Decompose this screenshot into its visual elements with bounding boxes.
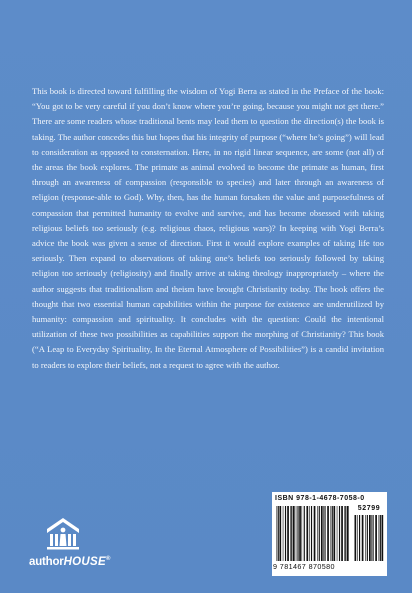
isbn-label: ISBN 978-1-4678-7058-0: [275, 495, 365, 502]
barcode-bar: [379, 515, 380, 561]
barcode-bar: [314, 506, 316, 561]
barcode-bar: [357, 515, 358, 561]
publisher-name-part2: HOUSE: [63, 556, 106, 568]
isbn-barcode: [272, 492, 387, 576]
registered-mark: ®: [105, 556, 111, 563]
barcode-bar: [290, 506, 291, 561]
barcode-bar: [367, 515, 368, 561]
barcode-bar: [344, 506, 345, 561]
publisher-name: [29, 556, 109, 568]
barcode-bar: [365, 515, 366, 561]
publisher-logo: [29, 514, 111, 574]
barcode-bar: [306, 506, 308, 561]
barcode-bar: [332, 506, 333, 561]
barcode-bar: [278, 506, 279, 561]
barcode-bar: [345, 506, 346, 561]
barcode-bar: [369, 515, 371, 561]
barcode-bar: [283, 506, 284, 561]
barcode-bar: [279, 506, 281, 561]
barcode-bar: [371, 515, 372, 561]
barcode-bar: [341, 506, 343, 561]
barcode-bar: [337, 506, 338, 561]
barcode-bar: [287, 506, 289, 561]
barcode-bar: [299, 506, 301, 561]
barcode-bar: [347, 506, 349, 561]
barcode-bar: [321, 506, 323, 561]
publisher-name-part1: author: [29, 556, 64, 568]
barcode-bar: [327, 506, 329, 561]
barcode-bar: [324, 506, 325, 561]
barcode-bar: [355, 515, 357, 561]
back-cover-blurb: This book is directed toward fulfilling the wisdom of Yogi Berra as stated in the Preface of the book: “You got to be very careful if you don’t know where you’re going, because you might not get there.” There are some readers whose traditional bents may lead them to question the direction(s) the book is taking. The author concedes this but hopes that his integrity of purpose (“where he’s going”) will lead to consideration as opposed to consternation. Here, in no rigid linear sequence, are some (not all) of the areas the book explores. The primate as animal evolved to become the primate as human, first through an awareness of compassion (responsible to species) and later through an awareness of religion (response-able to God). Why, then, has the human forsaken the value and purposefulness of compassion that permitted humanity to evolve and survive, and has become obsessed with taking religious beliefs too seriously (e.g. religious chaos, religious wars)? In keeping with Yogi Berra’s advice the book was given a sense of direction. First it would explore examples of taking life too seriously. Then expand to observations of taking one’s beliefs too seriously followed by taking religion too seriously (religiosity) and finally arrive at taking theology inappropriately – where the author suggests that traditionalism and theism have brought Christianity today. The book offers the thought that two essential human capabilities within the purpose for existence are underutilized by humanity: compassion and spirituality. It concludes with the question: Could the intentional utilization of these two possibilities as capabilities support the morphing of Christianity? This book (“A Leap to Everyday Spirituality, In the Eternal Atmosphere of Possibilities”) is a candid invitation to readers to explore their beliefs, not a request to agree with the author.: [32, 86, 384, 370]
barcode-bar: [331, 506, 332, 561]
barcode-bar: [333, 506, 335, 561]
barcode-bar: [304, 506, 305, 561]
authorhouse-building-icon: [43, 514, 83, 554]
barcode-bar: [291, 506, 292, 561]
barcode-bar: [380, 515, 381, 561]
barcode-bar: [382, 515, 384, 561]
barcode-bar: [297, 506, 298, 561]
barcode-bar: [309, 506, 310, 561]
barcode-bar: [339, 506, 340, 561]
ean-digits: 9 781467 870580: [273, 562, 335, 571]
barcode-bar: [362, 515, 364, 561]
ean-bars: [276, 506, 350, 561]
barcode-bar: [319, 506, 320, 561]
barcode-bar: [277, 506, 278, 561]
barcode-bar: [359, 515, 360, 561]
barcode-bar: [285, 506, 286, 561]
barcode-bar: [293, 506, 295, 561]
barcode-bar: [375, 515, 377, 561]
addon-bars: [354, 515, 384, 561]
barcode-bar: [311, 506, 312, 561]
barcode-bar: [317, 506, 318, 561]
barcode-bar: [302, 506, 303, 561]
price-addon-label: 52799: [357, 505, 381, 512]
barcode-bar: [296, 506, 297, 561]
barcode-bar: [323, 506, 324, 561]
barcode-bar: [373, 515, 374, 561]
